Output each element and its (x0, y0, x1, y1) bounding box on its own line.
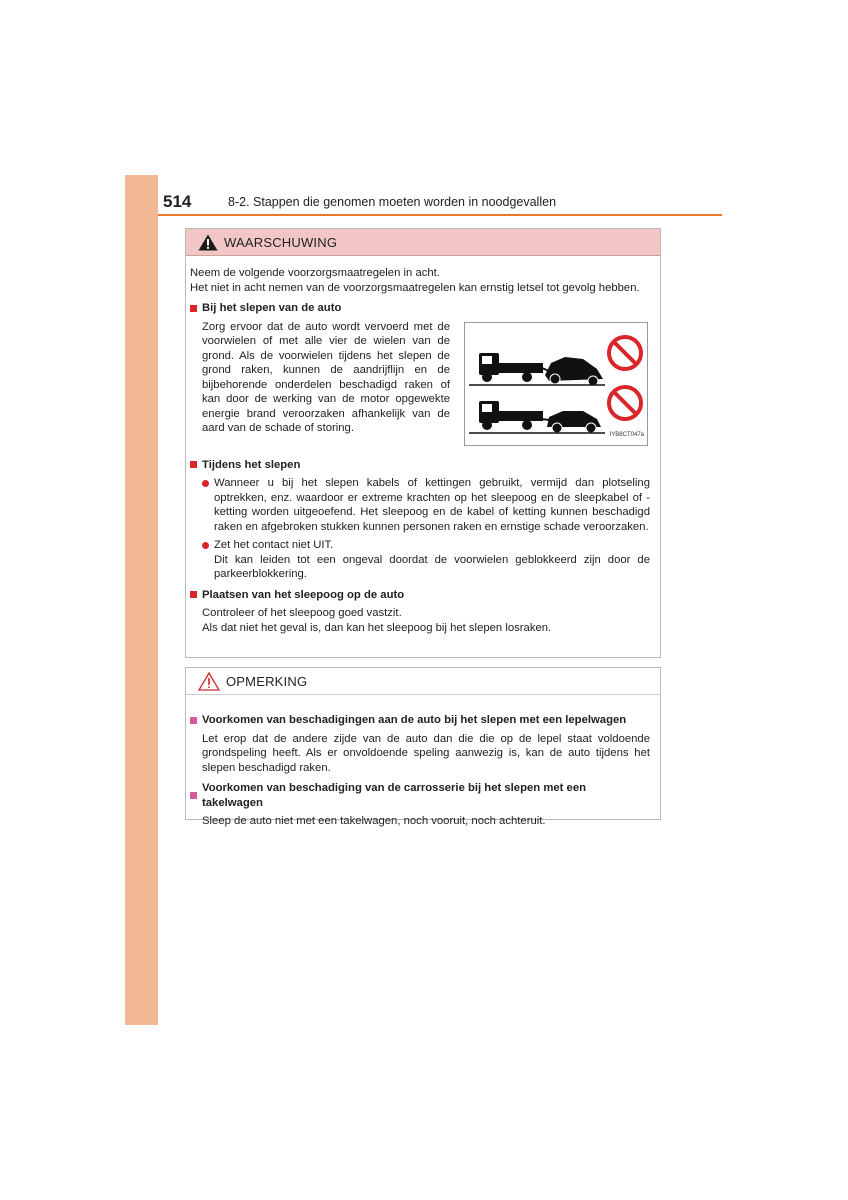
bullet-text: Zet het contact niet UIT. (214, 539, 334, 551)
square-bullet-icon (190, 461, 197, 468)
page-number: 514 (163, 192, 192, 211)
prohibited-towing-icon (465, 323, 647, 445)
notice-item-heading (190, 781, 650, 810)
section-heading (190, 588, 650, 603)
list-item (202, 476, 650, 534)
item-1-heading: Voorkomen van beschadigingen aan de auto bij het slepen met een lepelwagen (202, 714, 627, 726)
square-bullet-icon (190, 591, 197, 598)
notice-box (185, 667, 661, 827)
towing-illustration (464, 322, 648, 446)
section-1-text: Zorg ervoor dat de auto wordt vervoerd met de voorwielen of met alle vier de wielen van de grond. Als de voorwielen tijdens het slepen de grond raken, kunnen de aandrijflijn en de bijbehorende onderdelen beschadigd raken of kan door de werking van de motor opgewekte energie brand veroorzaken afhankelijk van de aard van de schade of storing. (202, 320, 450, 434)
figure-code: IYB8CT047a (609, 432, 644, 438)
caution-triangle-icon (198, 672, 220, 691)
section-3-heading: Plaatsen van het sleepoog op de auto (202, 588, 405, 601)
round-bullet-icon (202, 480, 209, 487)
chapter-side-tab (125, 175, 158, 1025)
section-heading (190, 301, 650, 316)
section-title: 8-2. Stappen die genomen moeten worden in noodgevallen (228, 195, 557, 209)
section-3-line-1: Controleer of het sleepoog goed vastzit. (202, 607, 402, 619)
notice-item-heading (190, 713, 650, 728)
warning-triangle-icon (198, 234, 218, 251)
warning-intro-2: Het niet in acht nemen van de voorzorgsmaatregelen kan ernstig letsel tot gevolg hebben. (190, 281, 640, 294)
header-rule (158, 214, 722, 216)
item-1-text: Let erop dat de andere zijde van de auto dan die die op de lepel staat voldoende grondspeling heeft. Als er onvoldoende speling aanwezig is, kan de auto tijdens het slepen beschadigd raken. (202, 732, 650, 774)
round-bullet-icon (202, 542, 209, 549)
bullet-extra-text: Dit kan leiden tot een ongeval doordat de voorwielen geblokkeerd zijn door de parkeerblokkering. (214, 553, 650, 580)
list-item (202, 538, 650, 582)
square-bullet-icon (190, 305, 197, 312)
warning-title: WAARSCHUWING (224, 234, 338, 250)
square-bullet-icon (190, 717, 197, 724)
section-heading (190, 458, 650, 473)
section-1-heading: Bij het slepen van de auto (202, 302, 342, 314)
item-2-heading: Voorkomen van beschadiging van de carrosserie bij het slepen met een takelwagen (202, 782, 587, 809)
item-2-text: Sleep de auto niet met een takelwagen, noch vooruit, noch achteruit. (202, 815, 546, 827)
section-3-line-2: Als dat niet het geval is, dan kan het sleepoog bij het slepen losraken. (202, 621, 552, 634)
notice-header (186, 668, 660, 695)
notice-title: OPMERKING (226, 673, 308, 689)
bullet-text: Wanneer u bij het slepen kabels of kettingen gebruikt, vermijd dan plotseling optrekken, enz. waardoor er extreme krachten op het sleepoog en de sleepkabel of -ketting worden uitgeoefend. Het sleepoog en de kabel of ketting kunnen beschadigd raken en afgebroken stukken kunnen personen raken en ernstige schade veroorzaken. (214, 477, 650, 533)
warning-intro-1: Neem de volgende voorzorgsmaatregelen in acht. (190, 267, 440, 279)
section-2-heading: Tijdens het slepen (202, 458, 301, 471)
warning-box (185, 228, 661, 658)
square-bullet-icon (190, 792, 197, 799)
warning-header (186, 229, 660, 256)
